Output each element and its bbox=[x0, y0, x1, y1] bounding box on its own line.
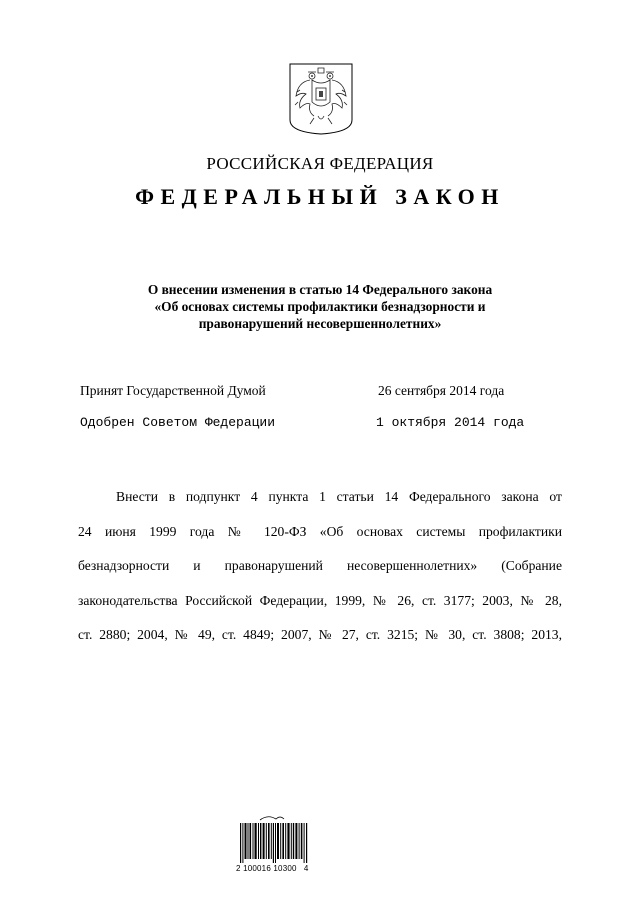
body-line: 24 июня 1999 года № 120-ФЗ «Об основах системы профилактики bbox=[78, 523, 562, 539]
barcode-header-mark bbox=[234, 812, 324, 822]
law-title-line: правонарушений несовершеннолетних» bbox=[198, 316, 442, 331]
body-line: ст. 2880; 2004, № 49, ст. 4849; 2007, № 27, ст. 3215; № 30, ст. 3808; 2013, bbox=[78, 627, 562, 643]
law-title-line: «Об основах системы профилактики безнадзорности и bbox=[154, 299, 486, 314]
council-approval-label: Одобрен Советом Федерации bbox=[80, 415, 276, 430]
council-approval-date: 1 октября 2014 года bbox=[376, 415, 525, 430]
body-line: Внести в подпункт 4 пункта 1 статьи 14 Федерального закона от bbox=[116, 489, 562, 504]
document-type: ФЕДЕРАЛЬНЫЙ ЗАКОН bbox=[135, 184, 505, 209]
law-title-line: О внесении изменения в статью 14 Федерального закона bbox=[147, 282, 493, 297]
country-name: РОССИЙСКАЯ ФЕДЕРАЦИЯ bbox=[206, 154, 434, 173]
body-line: безнадзорности и правонарушений несовершеннолетних» (Собрание bbox=[78, 558, 562, 574]
duma-adoption-date: 26 сентября 2014 года bbox=[378, 383, 505, 398]
body-line: законодательства Российской Федерации, 1999, № 26, ст. 3177; 2003, № 28, bbox=[78, 592, 562, 608]
body-paragraph bbox=[78, 480, 562, 653]
barcode-icon bbox=[240, 823, 308, 863]
duma-adoption-label: Принят Государственной Думой bbox=[80, 383, 266, 398]
law-title bbox=[0, 281, 640, 332]
coat-of-arms-emblem bbox=[288, 62, 354, 136]
barcode-number: 2 100016 10300 4 bbox=[236, 864, 309, 873]
